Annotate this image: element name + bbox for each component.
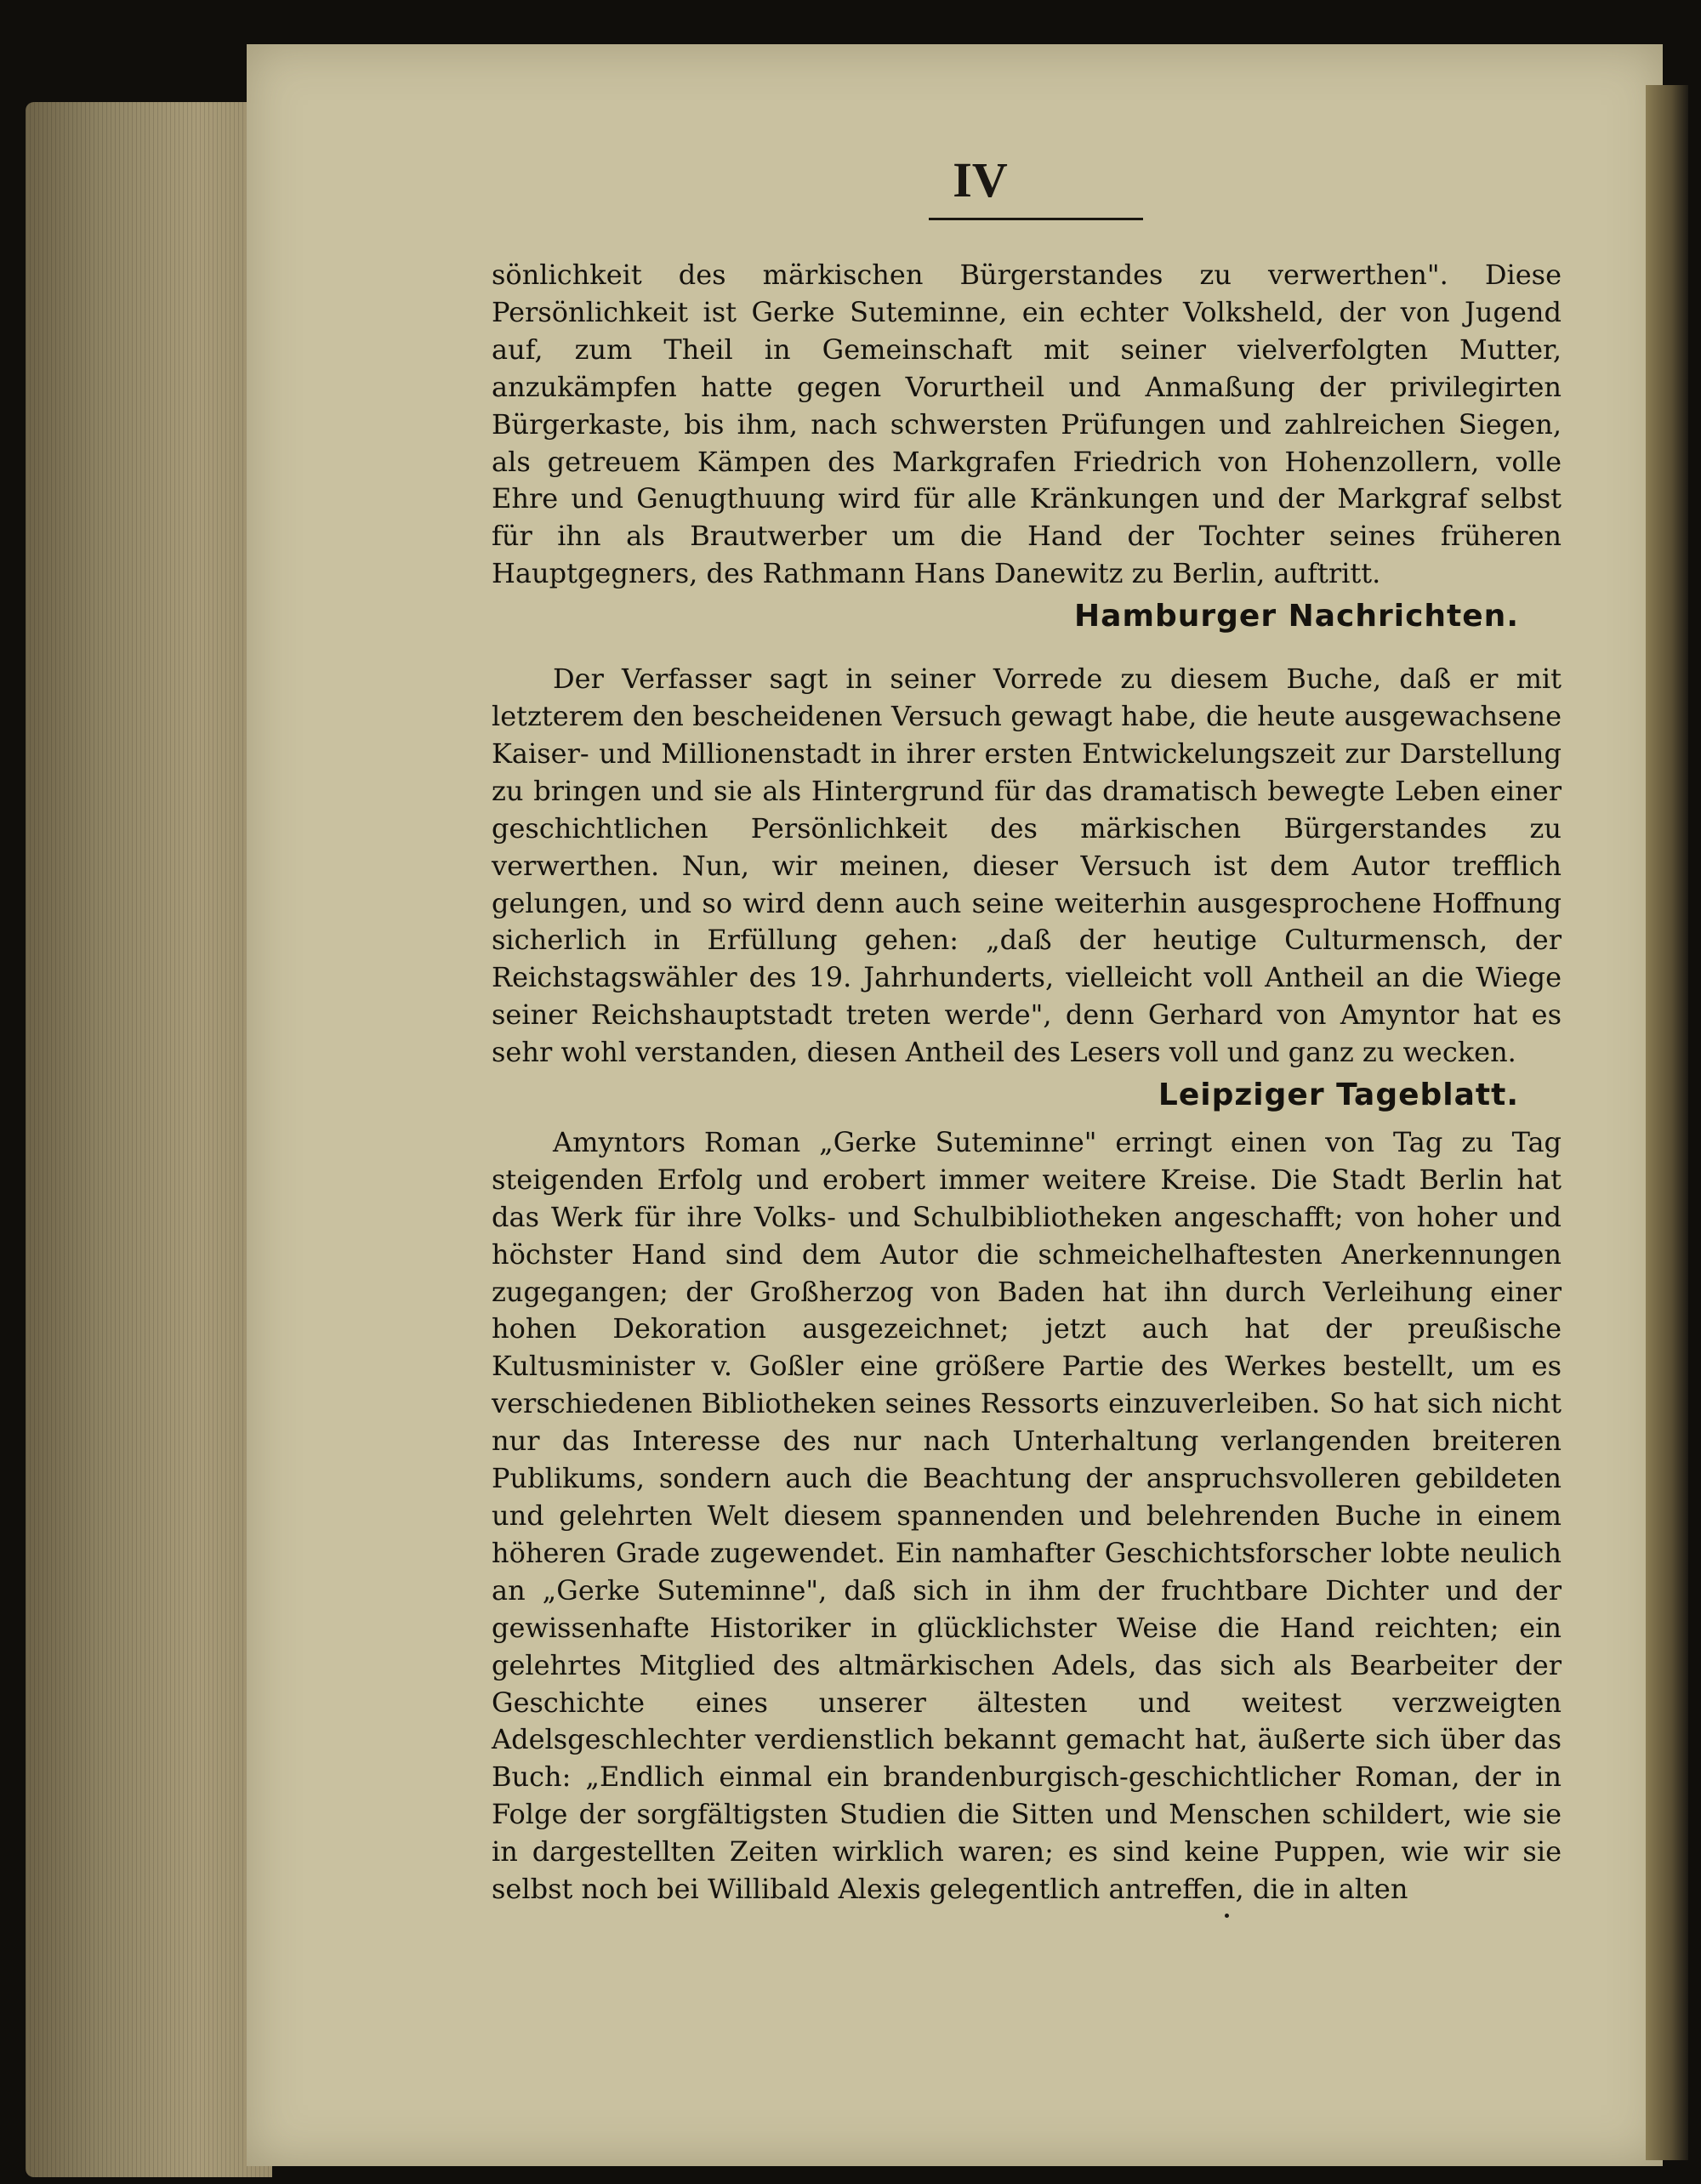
header-rule [929, 218, 1143, 220]
page-stack-edge [26, 102, 272, 2177]
review-source-2: Leipziger Tageblatt. [1158, 1078, 1519, 1113]
review-text-2: Der Verfasser sagt in seiner Vorrede zu diesem Buche, daß er mit letzterem den bescheidenen Versuch gewagt habe, die heute ausgewachsene Kaiser- und Millionenstadt in ihrer ersten Entwickelungszeit zur Darstellung zu bringen und sie als Hintergrund für das dramatisch bewegte Leben einer geschichtlichen Persönlichkeit des märkischen Bürgerstandes zu verwerthen. Nun, wir meinen, dieser Versuch ist dem Autor trefflich gelungen, und so wird denn auch seine weiterhin ausgesprochene Hoffnung sicherlich in Erfüllung gehen: „daß der heutige Culturmensch, der Reichstagswähler des 19. Jahrhunderts, vielleicht voll Antheil an die Wiege seiner Reichshauptstadt treten werde", denn Gerhard von Amyntor hat es sehr wohl verstanden, diesen Antheil des Lesers voll und ganz zu wecken. [492, 663, 1562, 1069]
review-text-1: sönlichkeit des märkischen Bürgerstandes zu verwerthen". Diese Persönlichkeit ist Gerke Suteminne, ein echter Volksheld, der von Jugend auf, zum Theil in Gemeinschaft mit seiner vielverfolgten Mutter, anzukämpfen hatte gegen Vorurtheil und Anmaßung der privilegirten Bürgerkaste, bis ihm, nach schwersten Prüfungen und zahlreichen Siegen, als getreuem Kämpen des Markgrafen Friedrich von Hohenzollern, volle Ehre und Genugthuung wird für alle Kränkungen und der Markgraf selbst für ihn als Brautwerber um die Hand der Tochter seines früheren Hauptgegners, des Rathmann Hans Danewitz zu Berlin, auftritt. [492, 259, 1562, 590]
page-body [492, 257, 1562, 1908]
print-mark [1225, 1914, 1229, 1918]
right-page-edge [1646, 85, 1688, 2160]
review-source-1: Hamburger Nachrichten. [1074, 599, 1519, 634]
page-number: IV [953, 152, 1008, 208]
review-text-3: Amyntors Roman „Gerke Suteminne" erringt einen von Tag zu Tag steigenden Erfolg und erobert immer weitere Kreise. Die Stadt Berlin hat das Werk für ihre Volks- und Schulbibliotheken angeschafft; von hoher und höchster Hand sind dem Autor die schmeichelhaftesten Anerkennungen zugegangen; der Großherzog von Baden hat ihn durch Verleihung einer hohen Dekoration ausgezeichnet; jetzt auch hat der preußische Kultusminister v. Goßler eine größere Partie des Werkes bestellt, um es verschiedenen Bibliotheken seines Ressorts einzuverleiben. So hat sich nicht nur das Interesse des nur nach Unterhaltung verlangenden breiteren Publikums, sondern auch die Beachtung der anspruchsvolleren gebildeten und gelehrten Welt diesem spannenden und belehrenden Buche in einem höheren Grade zugewendet. Ein namhafter Geschichtsforscher lobte neulich an „Gerke Suteminne", daß sich in ihm der fruchtbare Dichter und der gewissenhafte Historiker in glücklichster Weise die Hand reichten; ein gelehrtes Mitglied des altmärkischen Adels, das sich als Bearbeiter der Geschichte eines unserer ältesten und weitest verzweigten Adelsgeschlechter verdienstlich bekannt gemacht hat, äußerte sich über das Buch: „Endlich einmal ein brandenburgisch-geschichtlicher Roman, der in Folge der sorgfältigsten Studien die Sitten und Menschen schildert, wie sie in dargestellten Zeiten wirklich waren; es sind keine Puppen, wie wir sie selbst noch bei Willibald Alexis gelegentlich antreffen, die in alten [492, 1125, 1562, 1906]
